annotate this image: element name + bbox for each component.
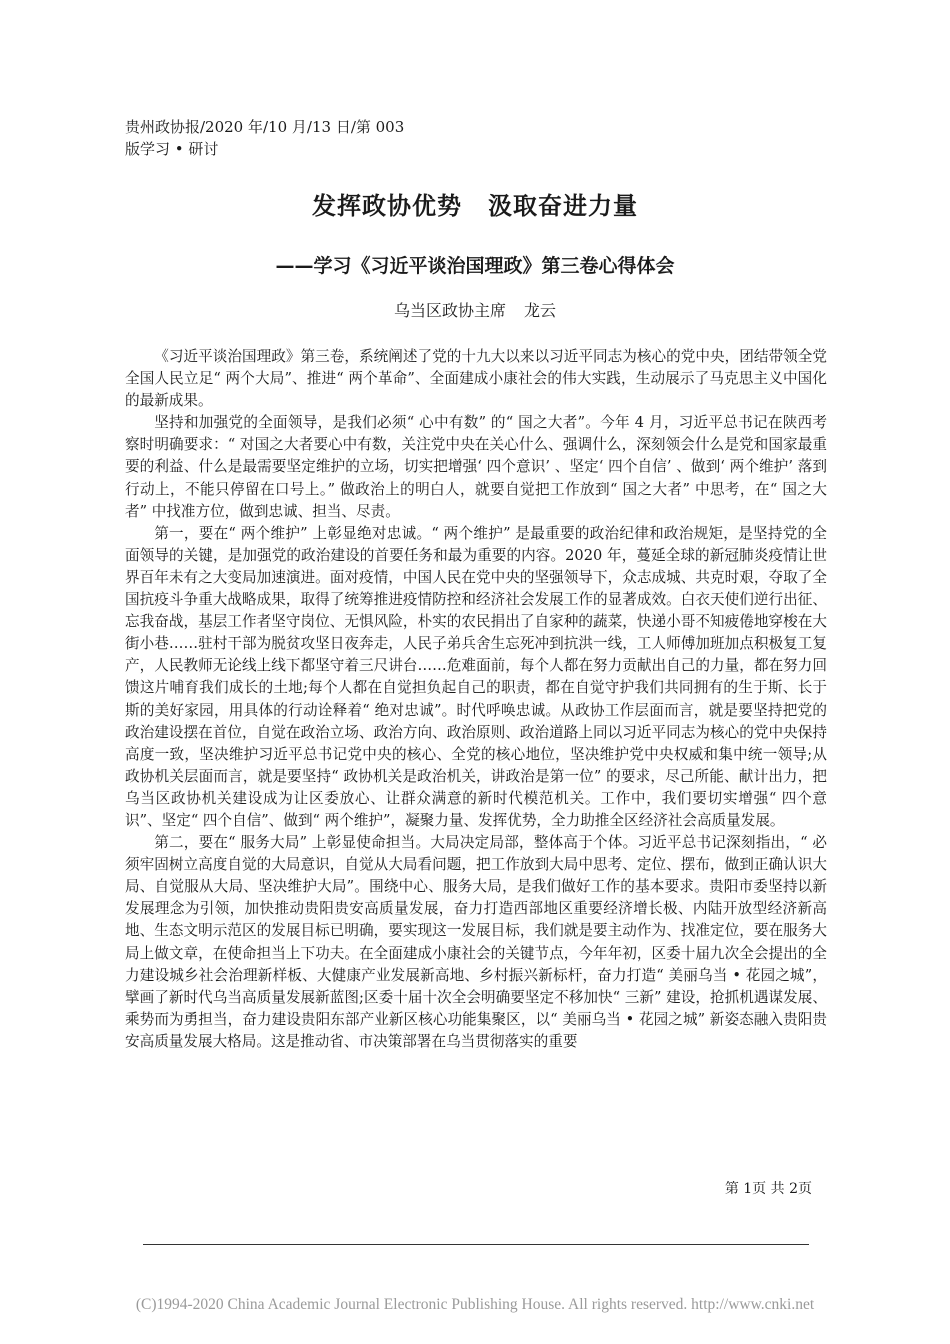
article-title (0, 186, 950, 221)
page-number: 第 1页 共 2页 (724, 1181, 812, 1197)
author-name: 龙云 (524, 301, 557, 320)
paragraph: 坚持和加强党的全面领导，是我们必须“ 心中有数” 的“ 国之大者”。今年 4 月，习近平总书记在陕西考察时明确要求：“ 对国之大者要心中有数，关注党中央在关心什么、强调什么，深刻领会什么是党和国家最重要的利益、什么是最需要坚定维护的立场，切实把增强‘ 四个意识’ 、坚定‘ 四个自信’ 、做到‘ 两个维护’ 落到行动上，不能只停留在口号上。” 做政治上的明白人，就要自觉把工作放到“ 国之大者” 中思考，在“ 国之大者” 中找准方位，做到忠诚、担当、尽责。 (125, 414, 827, 520)
copyright-notice: (C)1994-2020 China Academic Journal Electronic Publishing House. All rights reserved. http://www.cnki.net (135, 1296, 815, 1313)
paragraph: 《习近平谈治国理政》第三卷，系统阐述了党的十九大以来以习近平同志为核心的党中央，团结带领全党全国人民立足“ 两个大局”、推进“ 两个革命”、全面建成小康社会的伟大实践，生动展示了马克思主义中国化的最新成果。 (125, 348, 827, 410)
article-title-part1: 发挥政协优势 (312, 192, 462, 220)
author-line (0, 298, 950, 321)
article-subtitle: ——学习《习近平谈治国理政》第三卷心得体会 (275, 255, 675, 277)
publication-header (125, 116, 445, 160)
author-role: 乌当区政协主席 (393, 301, 506, 320)
paragraph: 第二，要在“ 服务大局” 上彰显使命担当。大局决定局部，整体高于个体。习近平总书记深刻指出，“ 必须牢固树立高度自觉的大局意识，自觉从大局看问题，把工作放到大局中思考、定位、摆布，做到正确认识大局、自觉服从大局、坚决维护大局”。围绕中心、服务大局，是我们做好工作的基本要求。贵阳市委坚持以新发展理念为引领，加快推动贵阳贵安高质量发展，奋力打造西部地区重要经济增长极、内陆开放型经济新高地、生态文明示范区的发展目标已明确，要实现这一发展目标，我们就是要主动作为、找准定位，要在服务大局上做文章，在使命担当上下功夫。在全面建成小康社会的关键节点，今年年初，区委十届九次全会提出的全力建设城乡社会治理新样板、大健康产业发展新高地、乡村振兴新标杆，奋力打造“ 美丽乌当 • 花园之城”，擘画了新时代乌当高质量发展新蓝图;区委十届十次全会明确要坚定不移加快“ 三新” 建设，抢抓机遇谋发展、乘势而为勇担当，奋力建设贵阳东部产业新区核心功能集聚区，以“ 美丽乌当 • 花园之城” 新姿态融入贵阳贵安高质量发展大格局。这是推动省、市决策部署在乌当贯彻落实的重要 (125, 834, 827, 1050)
article-title-part2: 汲取奋进力量 (488, 192, 638, 220)
publication-section-line: 版学习 • 研讨 (125, 140, 219, 158)
publication-source-line: 贵州政协报/2020 年/10 月/13 日/第 003 (125, 118, 405, 136)
footer-divider (143, 1244, 809, 1245)
article-body (125, 346, 827, 1053)
paragraph: 第一，要在“ 两个维护” 上彰显绝对忠诚。“ 两个维护” 是最重要的政治纪律和政治规矩，是坚持党的全面领导的关键，是加强党的政治建设的首要任务和最为重要的内容。2020 年，蔓延全球的新冠肺炎疫情让世界百年未有之大变局加速演进。面对疫情，中国人民在党中央的坚强领导下，众志成城、共克时艰，夺取了全国抗疫斗争重大战略成果，取得了统筹推进疫情防控和经济社会发展工作的显著成效。白衣天使们逆行出征、忘我奋战，基层工作者坚守岗位、无惧风险，朴实的农民捐出了自家种的蔬菜，快递小哥不知疲倦地穿梭在大街小巷……驻村干部为脱贫攻坚日夜奔走，人民子弟兵舍生忘死冲到抗洪一线，工人师傅加班加点积极复工复产，人民教师无论线上线下都坚守着三尺讲台……危难面前，每个人都在努力贡献出自己的力量，都在努力回馈这片哺育我们成长的土地;每个人都在自觉担负起自己的职责，都在自觉守护我们共同拥有的生于斯、长于斯的美好家园，用具体的行动诠释着“ 绝对忠诚”。时代呼唤忠诚。从政协工作层面而言，就是要坚持把党的政治建设摆在首位，自觉在政治立场、政治方向、政治原则、政治道路上同以习近平同志为核心的党中央保持高度一致，坚决维护习近平总书记党中央的核心、全党的核心地位，坚决维护党中央权威和集中统一领导;从政协机关层面而言，就是要坚持“ 政协机关是政治机关，讲政治是第一位” 的要求，尽己所能、献计出力，把乌当区政协机关建设成为让区委放心、让群众满意的新时代模范机关。工作中，我们要切实增强“ 四个意识”、坚定“ 四个自信”、做到“ 两个维护”，凝聚力量、发挥优势，全力助推全区经济社会高质量发展。 (125, 524, 827, 829)
